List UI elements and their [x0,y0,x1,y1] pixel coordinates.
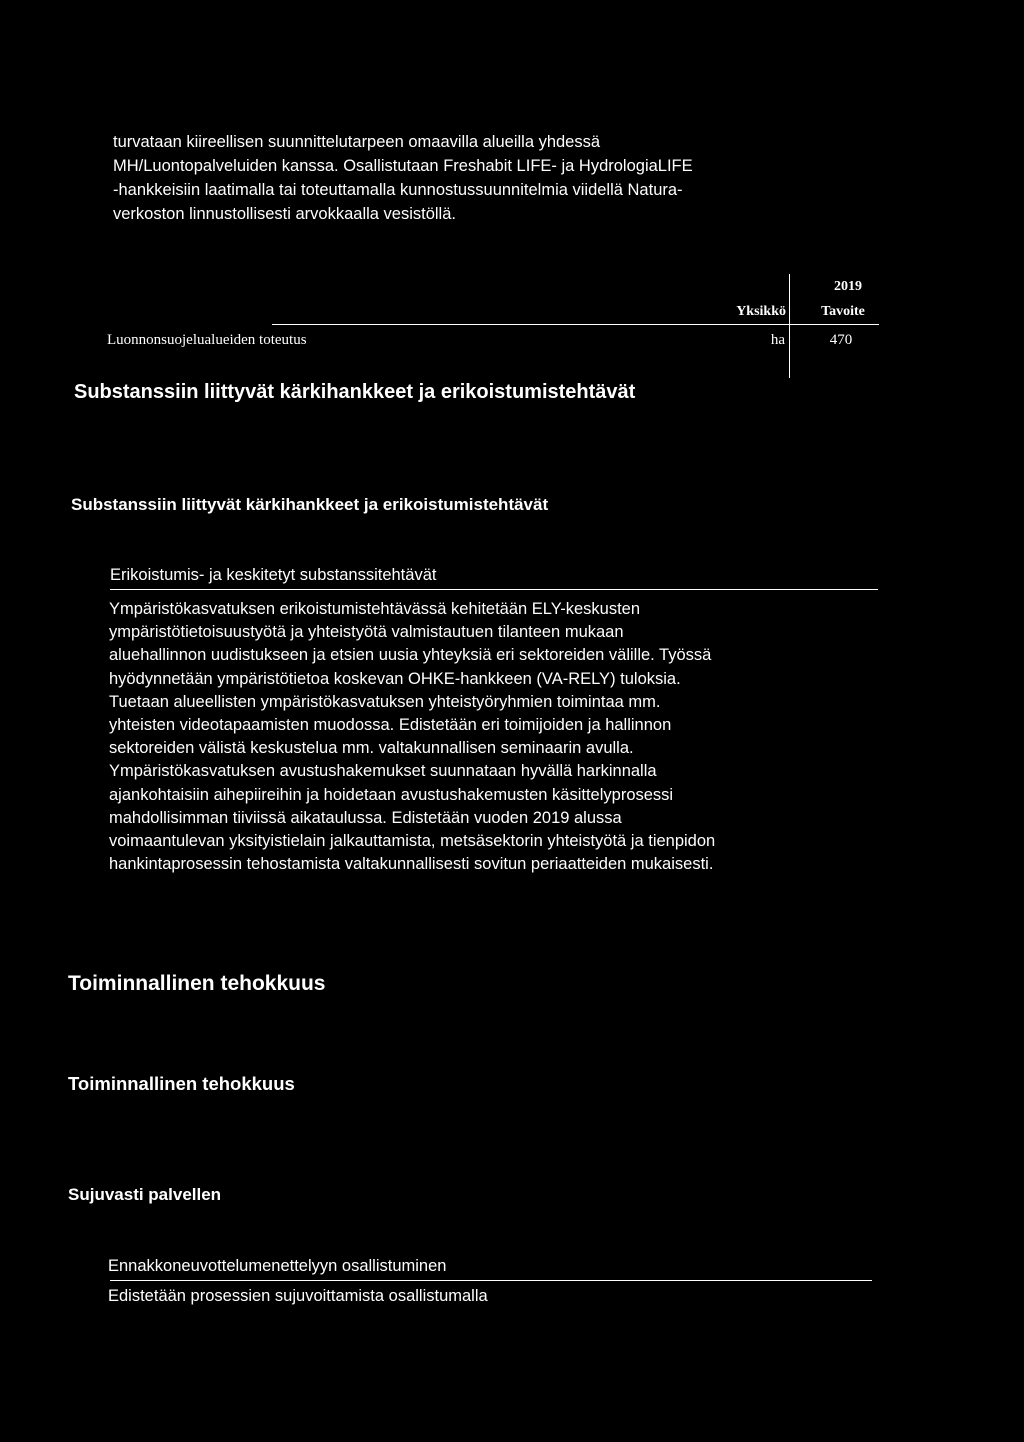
section-minor-heading: Sujuvasti palvellen [68,1185,222,1204]
table-target-header: Tavoite [821,304,865,319]
intro-line: verkoston linnustollisesti arvokkaalla vesistöllä. [113,205,456,223]
body-line: ympäristötietoisuustyötä ja yhteistyötä valmistautuen tilanteen mukaan [109,623,624,642]
task-description: Edistetään prosessien sujuvoittamista osallistumalla [108,1287,488,1305]
intro-line: -hankkeisiin laatimalla tai toteuttamalla kunnostussuunnitelmia viidellä Natura- [113,181,683,199]
subsection-title: Ennakkoneuvottelumenettelyyn osallistuminen [108,1257,447,1275]
body-line: voimaantulevan yksityistielain jalkauttamista, metsäsektorin yhteistyötä ja tienpidon [109,832,716,851]
section-heading: Substanssiin liittyvät kärkihankkeet ja erikoistumistehtävät [74,381,636,403]
section-heading: Toiminnallinen tehokkuus [68,972,326,995]
subsection-rule [110,1280,872,1281]
table-row-unit: ha [770,332,785,348]
intro-paragraph [113,130,853,226]
metric-table [107,274,879,384]
body-line: Ympäristökasvatuksen avustushakemukset suunnataan hyvällä harkinnalla [109,762,657,781]
body-line: Tuetaan alueellisten ympäristökasvatuksen yhteistyöryhmien toimintaa mm. [109,692,661,711]
section-subheading: Substanssiin liittyvät kärkihankkeet ja erikoistumistehtävät [71,495,549,514]
body-line: mahdollisimman tiiviissä aikataulussa. Edistetään vuoden 2019 alussa [109,808,622,827]
table-row-label: Luonnonsuojelualueiden toteutus [107,332,307,348]
body-line: sektoreiden välistä keskustelua mm. valtakunnallisen seminaarin avulla. [109,739,634,758]
table-row-value: 470 [829,332,853,348]
body-line: aluehallinnon uudistukseen ja etsien uusia yhteyksiä eri sektoreiden välille. Työssä [109,646,712,665]
table-column-divider [789,274,790,378]
body-line: ajankohtaisiin aihepiireihin ja hoidetaan avustushakemusten käsittelyprosessi [109,785,674,804]
body-line: Ympäristökasvatuksen erikoistumistehtävässä kehitetään ELY-keskusten [109,600,641,618]
intro-line: turvataan kiireellisen suunnittelutarpeen omaavilla alueilla yhdessä [113,133,601,151]
body-paragraph [109,598,879,876]
table-unit-header: Yksikkö [736,304,786,319]
body-line: hyödynnetään ympäristötietoa koskevan OHKE-hankkeen (VA-RELY) tuloksia. [109,669,681,688]
table-header-rule [272,324,879,325]
table-year-header: 2019 [834,279,862,294]
body-line: hankintaprosessin tehostamista valtakunnallisesti sovitun periaatteiden mukaisesti. [109,855,714,874]
subsection-rule [110,589,878,590]
body-line: yhteisten videotapaamisten muodossa. Edistetään eri toimijoiden ja hallinnon [109,716,672,735]
section-subheading: Toiminnallinen tehokkuus [68,1073,295,1094]
subsection-title: Erikoistumis- ja keskitetyt substanssitehtävät [110,566,437,584]
intro-line: MH/Luontopalveluiden kanssa. Osallistutaan Freshabit LIFE- ja HydrologiaLIFE [113,157,693,175]
